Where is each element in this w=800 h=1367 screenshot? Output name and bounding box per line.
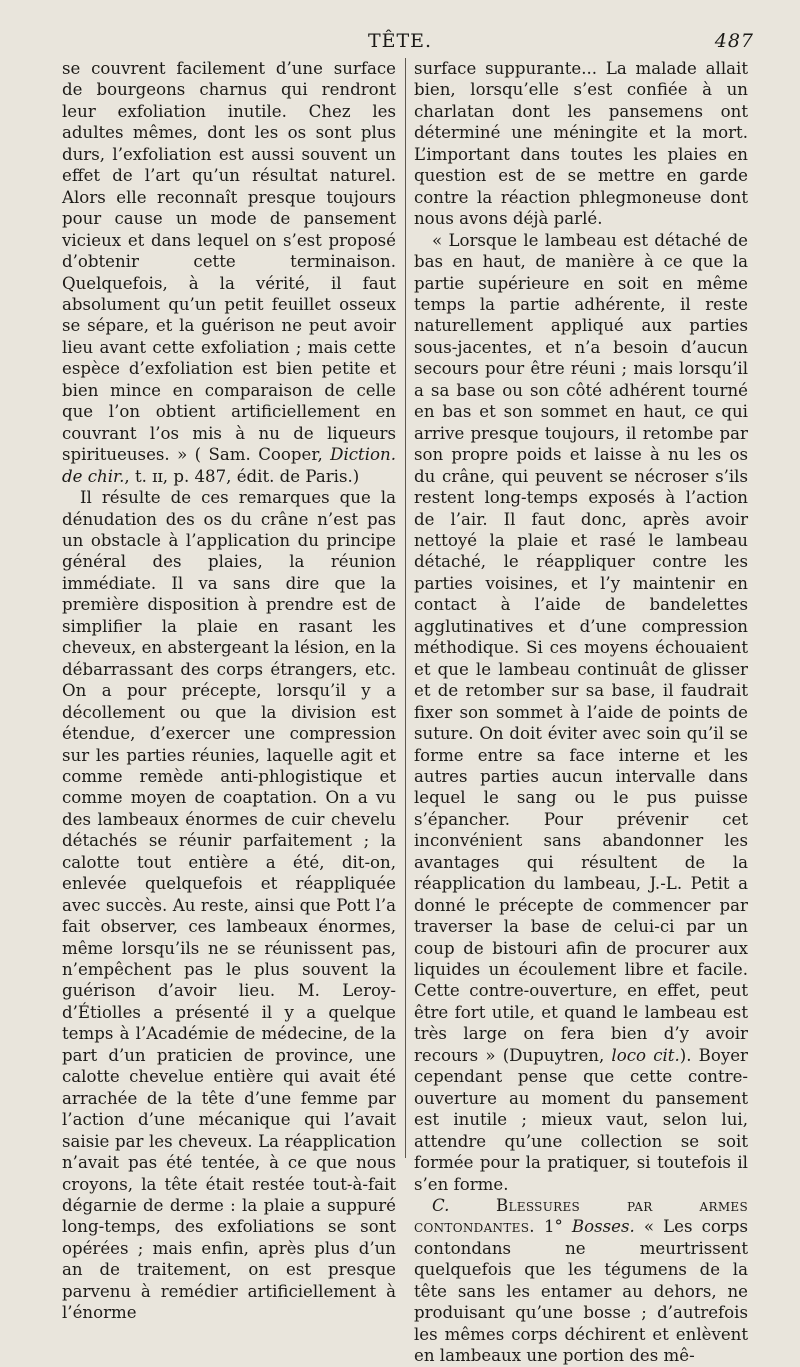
right-column	[414, 58, 748, 1367]
column-divider	[405, 58, 406, 1158]
section-paragraph	[414, 1195, 748, 1367]
paragraph	[414, 230, 748, 1195]
subsection-title: Bosses.	[571, 1217, 635, 1237]
citation-rest: , t. ɪɪ, p. 487, édit. de Paris.)	[124, 466, 360, 486]
section-heading: Blessures par armes contondantes.	[414, 1196, 748, 1237]
paragraph	[62, 58, 396, 487]
paragraph-text: se couvrent facilement d’une surface de bourgeons charnus qui rendront leur exfoliation inutile. Chez les adultes mêmes, dont les os sont plus durs, l’exfoliation est aussi souvent un effet de l’art qu’un résultat naturel. Alors elle reconnaît presque toujours pour cause un mode de pansement vicieux et dans lequel on s’est proposé d’obtenir cette terminaison. Quelquefois, à la vérité, il faut absolument qu’un petit feuillet osseux se sépare, et la guérison ne peut avoir lieu avant cette exfoliation ; mais cette espèce d’exfoliation est bien petite et bien mince en comparaison de celle que l’on obtient artificiellement en couvrant l’os mis à nu de liqueurs spiritueuses. » ( Sam. Cooper,	[62, 59, 396, 465]
left-column	[62, 58, 396, 1324]
quote-text: « Lorsque le lambeau est détaché de bas en haut, de manière à ce que la partie supérieure en soit en même temps la partie adhérente, il reste naturellement appliqué aux parties sous-jacentes, et n’a besoin d’aucun secours pour être réuni ; mais lorsqu’il a sa base ou son côté adhérent tourné en bas et son sommet en haut, ce qui arrive presque toujours, il retombe par son propre poids et laisse à nu les os du crâne, qui peuvent se nécroser s’ils restent long-temps exposés à l’action de l’air. Il faut donc, après avoir nettoyé la plaie et rasé le lambeau détaché, le réappliquer contre les parties voisines, et l’y maintenir en contact à l’aide de bandelettes agglutinatives et d’une compression méthodique. Si ces moyens échouaient et que le lambeau continuât de glisser et de retomber sur sa base, il faudrait fixer son sommet à l’aide de points de suture. On doit éviter avec soin qu’il se forme entre sa face interne et les autres parties aucun intervalle dans lequel le sang ou le pus puisse s’épancher. Pour prévenir cet inconvénient sans abandonner les avantages qui résultent de la réapplication du lambeau, J.-L. Petit a donné le précepte de commencer par traverser la base de celui-ci par un coup de bistouri afin de procurer aux liquides un écoulement libre et facile. Cette contre-ouverture, en effet, peut être fort utile, et quand le lambeau est très large on fera bien d’y avoir recours » (Dupuytren,	[414, 230, 748, 1065]
citation-title: Diction. de chir.	[62, 445, 396, 486]
paragraph-text: « Les corps contondans ne meurtrissent quelquefois que les tégumens de la tête sans les entamer au dehors, ne produisant qu’une bosse ; d’autrefois les mêmes corps déchirent et enlèvent en lambeaux une portion des mê-	[414, 1217, 748, 1366]
paragraph: surface suppurante... La malade allait bien, lorsqu’elle s’est confiée à un charlatan dont les pansemens ont déterminé une méningite et la mort. L’important dans toutes les plaies en question est de se mettre en garde contre la réaction phlegmoneuse dont nous avons déjà parlé.	[414, 59, 748, 229]
subsection-number: 1°	[543, 1217, 563, 1237]
citation-loco: loco cit.	[611, 1045, 680, 1065]
running-head	[0, 30, 800, 54]
page-number: 487	[714, 30, 754, 52]
section-letter: C.	[432, 1196, 450, 1216]
running-title: TÊTE.	[367, 30, 433, 52]
paragraph-text: ). Boyer cependant pense que cette contre-ouverture au moment du pansement est inutile ; mieux vaut, selon lui, attendre qu’une collection se soit formée pour la pratiquer, si toutefois il s’en forme.	[414, 1045, 748, 1194]
paragraph: Il résulte de ces remarques que la dénudation des os du crâne n’est pas un obstacle à l’application du principe général des plaies, la réunion immédiate. Il va sans dire que la première disposition à prendre est de simplifier la plaie en rasant les cheveux, en abstergeant la lésion, en la débarrassant des corps étrangers, etc. On a pour précepte, lorsqu’il y a décollement ou que la division est étendue, d’exercer une compression sur les parties réunies, laquelle agit et comme remède anti-phlogistique et comme moyen de coaptation. On a vu des lambeaux énormes de cuir chevelu détachés se réunir parfaitement ; la calotte tout entière a été, dit-on, enlevée quelquefois et réappliquée avec succès. Au reste, ainsi que Pott l’a fait observer, ces lambeaux énormes, même lorsqu’ils ne se réunissent pas, n’empêchent pas le plus souvent la guérison d’avoir lieu. M. Leroy-d’Étiolles a présenté il y a quelque temps à l’Académie de médecine, de la part d’un praticien de province, une calotte chevelue entière qui avait été arrachée de la tête d’une femme par l’action d’une mécanique qui l’avait saisie par les cheveux. La réapplication n’avait pas été tentée, à ce que nous croyons, la tête était restée tout-à-fait dégarnie de derme : la plaie a suppuré long-temps, des exfoliations se sont opérées ; mais enfin, après plus d’un an de traitement, on est presque parvenu à remédier artificiellement à l’énorme	[62, 488, 396, 1323]
